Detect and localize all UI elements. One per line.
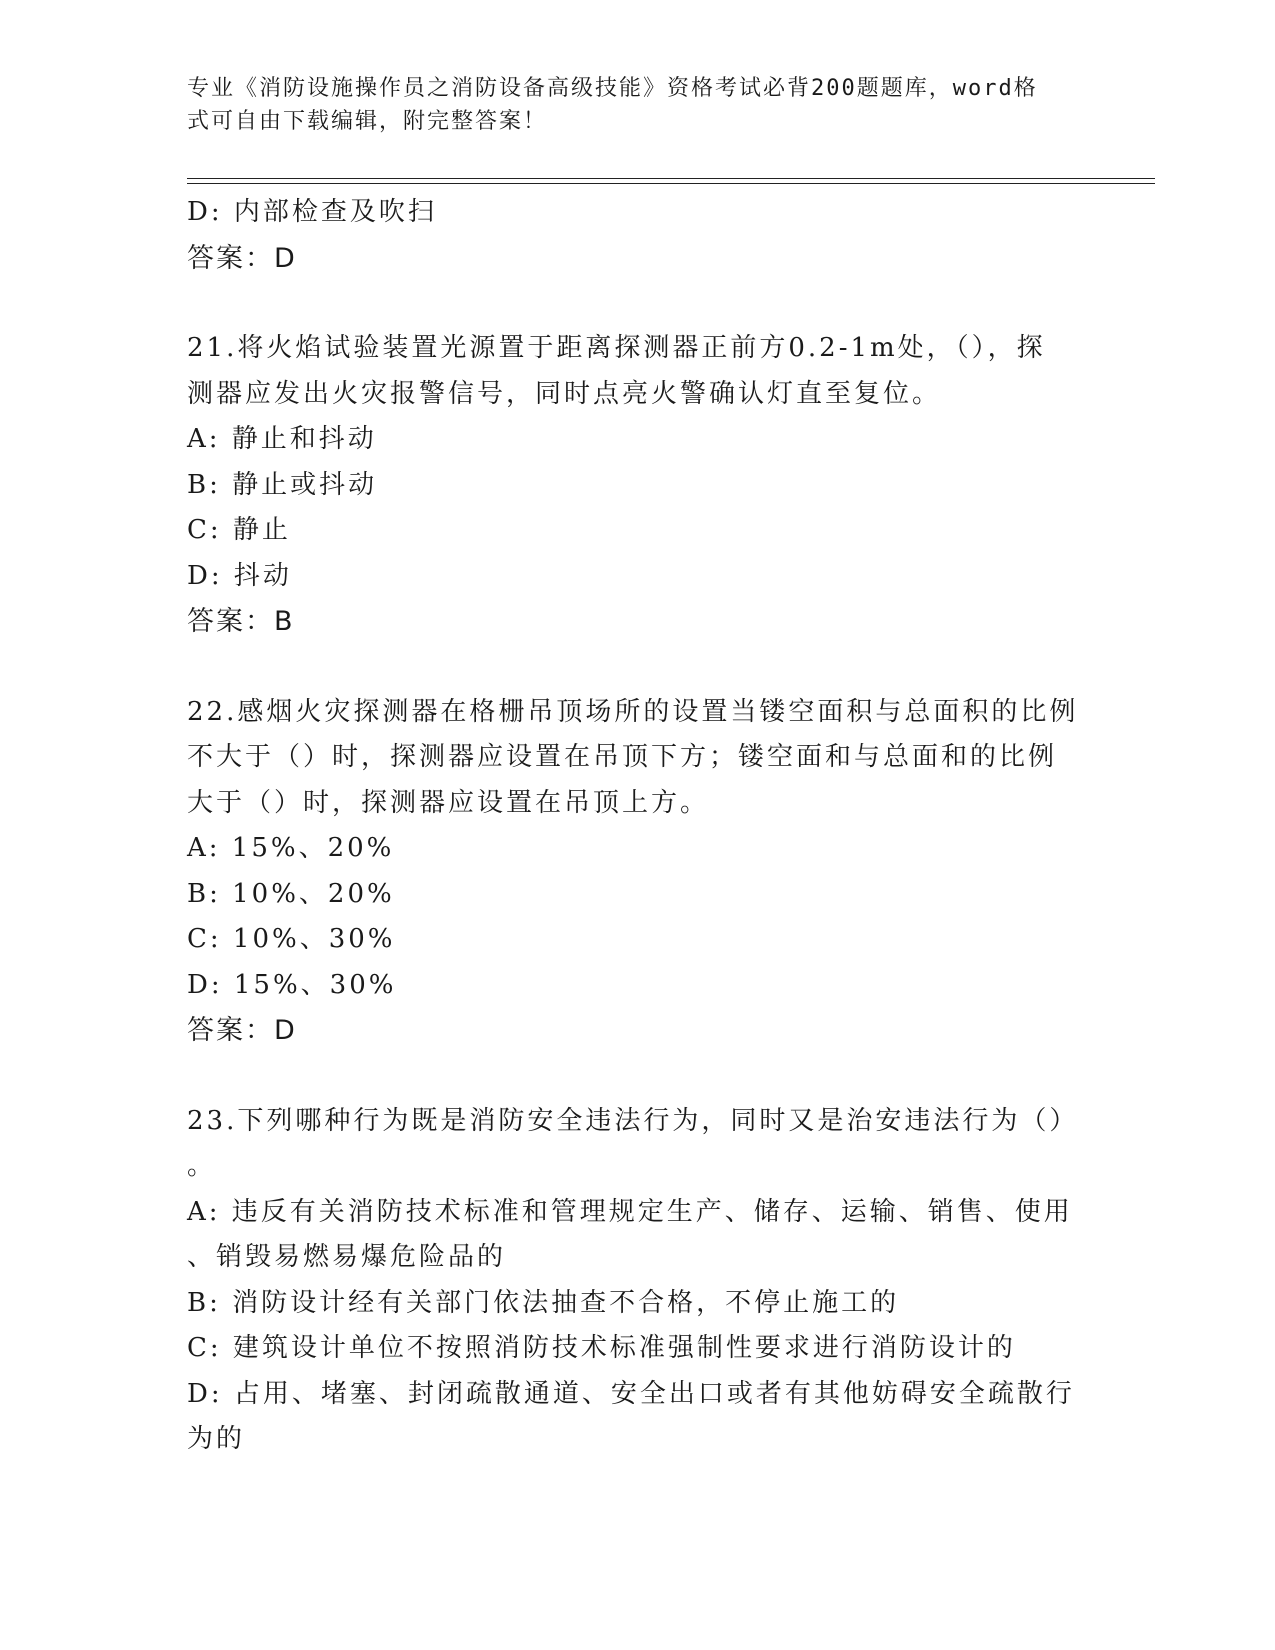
option-c: C: 静止 — [187, 515, 291, 545]
question-stem-line: 大于（）时，探测器应设置在吊顶上方。 — [187, 787, 710, 818]
question-stem-line: 23.下列哪种行为既是消防安全违法行为，同时又是治安违法行为（） — [187, 1105, 1079, 1136]
spacer — [187, 645, 1087, 690]
question-23 — [187, 1099, 1087, 1463]
question-stem-line: 测器应发出火灾报警信号，同时点亮火警确认灯直至复位。 — [187, 378, 942, 409]
question-21 — [187, 326, 1087, 645]
option-b: B: 消防设计经有关部门依法抽查不合格，不停止施工的 — [187, 1287, 900, 1318]
option-d: D: 抖动 — [187, 560, 292, 591]
answer-label: 答案：B — [187, 606, 295, 637]
header-line-2: 式可自由下载编辑，附完整答案！ — [187, 109, 548, 134]
question-22 — [187, 690, 1087, 1054]
question-stem-line: 不大于（）时，探测器应设置在吊顶下方；镂空面和与总面和的比例 — [187, 742, 1058, 772]
option-b: B: 10%、20% — [187, 878, 395, 909]
option-a-continued: 、销毁易燃易爆危险品的 — [187, 1242, 507, 1272]
spacer — [187, 281, 1087, 326]
option-d: D: 内部检查及吹扫 — [187, 197, 437, 227]
option-c: C: 10%、30% — [187, 924, 396, 954]
answer-label: 答案：D — [187, 1015, 297, 1046]
option-d: D: 占用、堵塞、封闭疏散通道、安全出口或者有其他妨碍安全疏散行 — [187, 1378, 1075, 1409]
option-d: D: 15%、30% — [187, 969, 397, 1000]
option-a: A: 15%、20% — [187, 833, 395, 863]
question-stem-line: 21.将火焰试验装置光源置于距离探测器正前方0.2-1m处，（），探 — [187, 333, 1046, 363]
header-line-1: 专业《消防设施操作员之消防设备高级技能》资格考试必背200题题库，word格 — [187, 76, 1038, 101]
answer-label: 答案：D — [187, 242, 297, 274]
question-stem-line: 。 — [187, 1151, 217, 1181]
option-b: B: 静止或抖动 — [187, 469, 378, 500]
spacer — [187, 1054, 1087, 1099]
header-rule-bottom — [187, 183, 1155, 184]
document-header — [187, 72, 1067, 138]
option-a: A: 违反有关消防技术标准和管理规定生产、储存、运输、销售、使用 — [187, 1196, 1073, 1227]
question-content — [187, 190, 1087, 1463]
option-d-continued: 为的 — [187, 1424, 246, 1454]
header-rule-top — [187, 178, 1155, 179]
option-c: C: 建筑设计单位不按照消防技术标准强制性要求进行消防设计的 — [187, 1333, 1016, 1363]
option-a: A: 静止和抖动 — [187, 424, 377, 454]
question-stem-line: 22.感烟火灾探测器在格栅吊顶场所的设置当镂空面积与总面积的比例 — [187, 696, 1079, 727]
